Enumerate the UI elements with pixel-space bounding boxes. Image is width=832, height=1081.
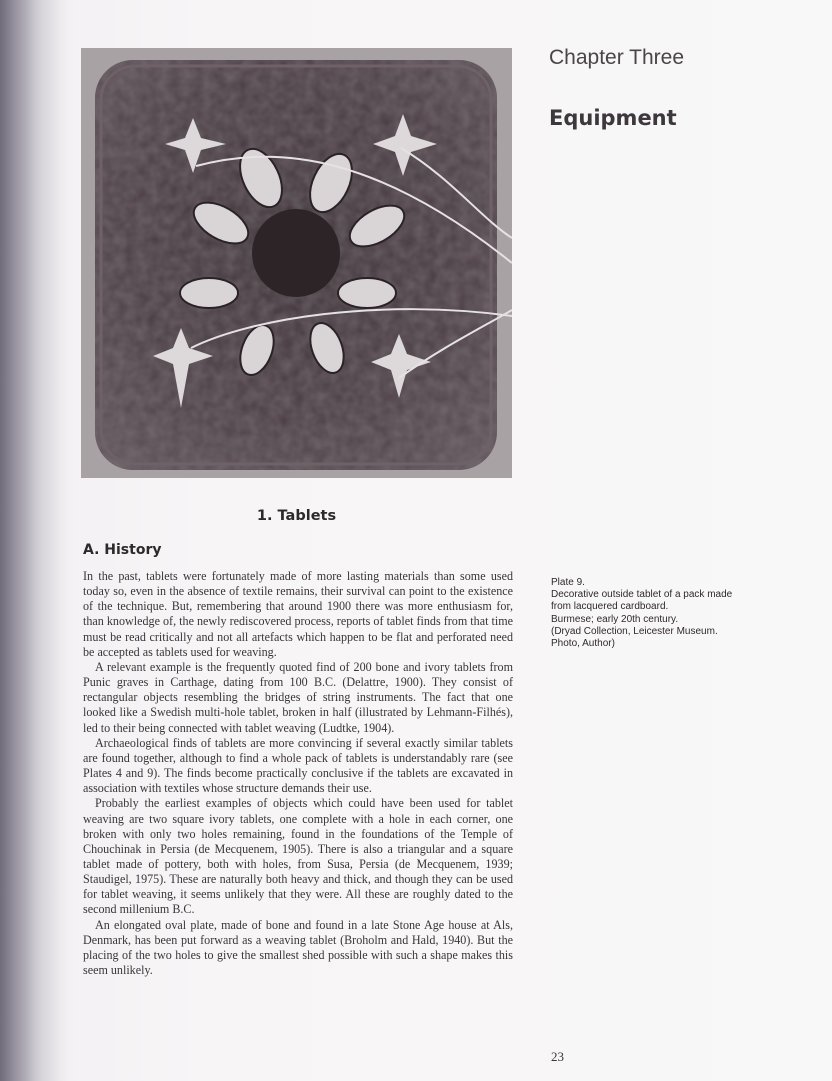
paragraph: Probably the earliest examples of objects which could have been used for tablet weaving are two square ivory tablets, one complete with a hole in each corner, one broken with only two holes remaining, found in the foundations of the Temple of Chouchinak in Persia (de Mecquenem, 1905). There is also a triangular and a square tablet made of pottery, both with holes, from Susa, Persia (de Mecquenem, 1939; Staudigel, 1975). These are naturally both heavy and thick, and though they can be used for tablet weaving, it seems unlikely that they were. All these are roughly dated to the second millenium B.C.: [83, 796, 513, 917]
plate-photograph: [81, 48, 512, 478]
caption-line: (Dryad Collection, Leicester Museum.: [551, 625, 718, 637]
paragraph: Archaeological finds of tablets are more convincing if several exactly similar tablets are found together, although to find a whole pack of tablets is understandably rare (see Plates 4 and 9). The finds become practically conclusive if the tablets are excavated in association with textiles whose structure demands their use.: [83, 735, 513, 796]
tablet-photo-icon: [81, 48, 512, 478]
section-title: 1. Tablets: [256, 508, 337, 524]
subsection-title: A. History: [83, 542, 162, 558]
caption-line: Burmese; early 20th century.: [551, 613, 679, 625]
plate-caption: [551, 577, 771, 650]
caption-line: from lacquered cardboard.: [551, 601, 669, 613]
paragraph: An elongated oval plate, made of bone and found in a late Stone Age house at Als, Denmark, has been put forward as a weaving tablet (Broholm and Hald, 1940). But the placing of the two holes to give the smallest shed possible with such a shape makes this seem unlikely.: [83, 917, 513, 978]
paragraph: In the past, tablets were fortunately made of more lasting materials than some used today so, even in the absence of textile remains, their survival can point to the existence of the technique. But, remembering that around 1900 there was more enthusiasm for, than knowledge of, the newly rediscovered process, reports of tablet finds from that time must be read critically and not all artefacts which happen to be flat and perforated need be accepted as tablets used for weaving.: [83, 569, 513, 659]
gutter-shadow: [0, 0, 70, 1081]
page-number: 23: [551, 1049, 564, 1064]
caption-line: Decorative outside tablet of a pack made: [551, 589, 733, 601]
body-text: [83, 569, 513, 978]
chapter-label: Chapter Three: [549, 46, 685, 69]
caption-line: Plate 9.: [551, 577, 585, 588]
chapter-title: Equipment: [549, 106, 677, 130]
caption-line: Photo, Author): [551, 638, 615, 650]
paragraph: A relevant example is the frequently quoted find of 200 bone and ivory tablets from Punic graves in Carthage, dating from 100 B.C. (Delattre, 1900). They consist of rectangular objects resembling the bridges of string instruments. The fact that one looked like a Swedish multi-hole tablet, broken in half (illustrated by Lehmann-Filhés), led to their being connected with tablet weaving (Ludtke, 1904).: [83, 659, 513, 735]
